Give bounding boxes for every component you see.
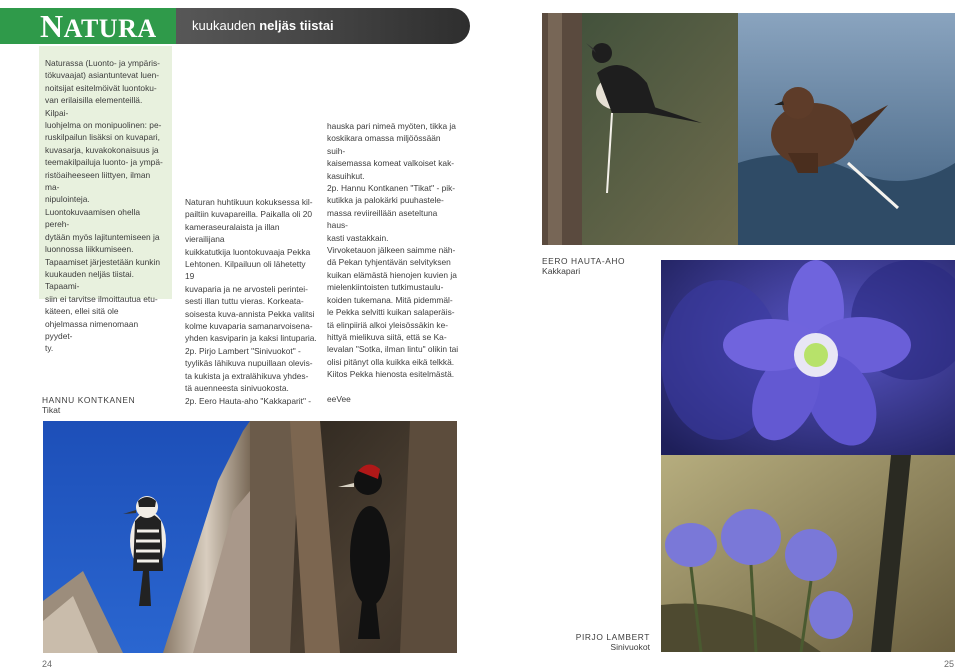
credit-hautaaho xyxy=(542,256,625,276)
page-number-left: 24 xyxy=(42,659,53,669)
subtitle-bold: neljäs tiistai xyxy=(259,18,334,33)
photo-three-toed-woodpecker xyxy=(542,13,738,245)
article-column-2: hauska pari nimeä myöten, tikka ja koskikara omassa miljöössään suih- kaisemassa komeat valkoiset kak- kasuihkut. 2p. Hannu Kontkanen "Tikat" - pik- kutikka ja palokärki puuhastele- massa reviireillään aseteltuna haus- kasti vastakkain. Virvoketauon jälkeen saimme näh- dä Pekan tyhjentävän selvityksen kuikan elämästä hienojen kuvien ja mielenkiintoisten tutkimustaulu- koiden tukemana. Mitä pidemmäl- le Pekka selvitti kuikan salaperäis- tä elinpiiriä alkoi yleisössäkin ke- hittyä mielikuva siitä, että se Ka- levalan "Sotka, ilman lintu" olikin tai olisi pitänyt olla kuikka eikä telkkä. Kiitos Pekka hienosta esitelmästä. eeVee xyxy=(327,121,459,404)
intro-paragraph: Naturassa (Luonto- ja ympäris- tökuvaajat) asiantuntevat luen- noitsijat esitelmöivät luontoku- van erilaisilla elementeillä. Kilpai- luohjelma on monipuolinen: pe- ruskilpailun lisäksi on kuvapari, kuvasarja, kuvakokonaisuus ja teemakilpailuja luonto- ja ympä- ristöaiheeseen liittyen, ilman ma- nipulointeja. Luontokuvaamisen ohella pereh- dytään myös lajituntemiseen ja luonnossa liikkumiseen. Tapaamiset järjestetään kunkin kuukauden neljäs tiistai. Tapaami- siin ei tarvitse ilmoittautua etu- käteen, ellei sitä ole ohjelmassa nimenomaan pyydet- ty. xyxy=(45,58,163,354)
photo-title: Sinivuokot xyxy=(610,642,650,652)
photo-dipper xyxy=(738,13,955,245)
photographer-name: PIRJO LAMBERT xyxy=(575,632,650,642)
page-subtitle xyxy=(192,8,334,44)
photo-title: Kakkapari xyxy=(542,266,581,276)
photographer-name: EERO HAUTA-AHO xyxy=(542,256,626,266)
page-number-right: 25 xyxy=(944,659,955,669)
title-initial: N xyxy=(40,8,64,44)
article-column-1: Naturan huhtikuun kokuksessa kil- pailtiin kuvapareilla. Paikalla oli 20 kameraseuralaista ja illan vierailijana kuikkatutkija luontokuvaaja Pekka Lehtonen. Kilpailuun oli lähetetty 19 kuvaparia ja ne arvosteli perintei- sesti illan tuttu vieras. Korkeata- soisesta kuva-annista Pekka valitsi kolme kuvaparia samanarvoisena- yhden kasviparin ja kaksi lintuparia. 2p. Pirjo Lambert "Sinivuokot" - tyylikäs lähikuva nupuillaan olevis- ta kukista ja extralähikuva yhdes- tä auenneesta sinivuokosta. 2p. Eero Hauta-aho "Kakkaparit" - xyxy=(185,197,317,406)
photo-lesser-woodpecker xyxy=(43,421,250,653)
page-title xyxy=(40,8,157,44)
title-rest: ATURA xyxy=(63,14,157,43)
intro-box xyxy=(39,46,172,354)
credit-lambert xyxy=(560,632,650,652)
credit-kontkanen xyxy=(42,395,135,415)
photo-hepatica-closeup xyxy=(661,260,955,455)
photo-hepatica-buds xyxy=(661,455,955,652)
photographer-name: HANNU KONTKANEN xyxy=(42,395,136,405)
photo-black-woodpecker xyxy=(250,421,457,653)
subtitle-prefix: kuukauden xyxy=(192,18,260,33)
photo-title: Tikat xyxy=(42,405,61,415)
